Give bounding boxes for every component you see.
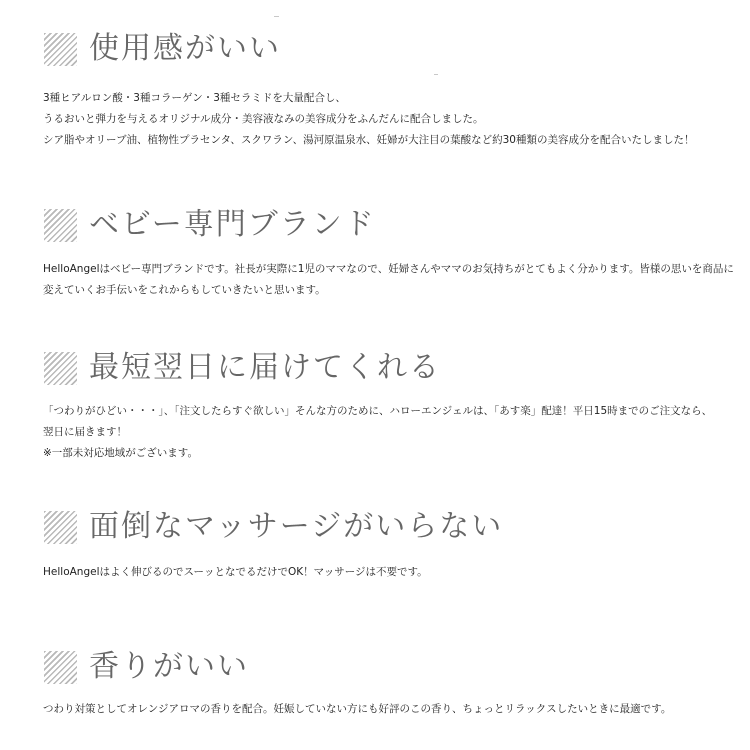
- section-body: [43, 259, 742, 301]
- section-heading: [44, 649, 249, 685]
- diagonal-stripes-icon: [44, 651, 77, 684]
- section-title: 最短翌日に届けてくれる: [89, 350, 441, 385]
- body-line: HelloAngelはよく伸びるのでスーッとなでるだけでOK！マッサージは不要です。: [43, 566, 428, 578]
- diagonal-stripes-icon: [44, 33, 77, 66]
- body-line: 変えていくお手伝いをこれからもしていきたいと思います。: [43, 284, 326, 296]
- section-heading: [44, 509, 503, 545]
- section-heading: [44, 207, 376, 243]
- section-title: 使用感がいい: [89, 31, 281, 66]
- section-title: 香りがいい: [89, 649, 249, 684]
- body-line: 「つわりがひどい・・・」、「注文したらすぐ欲しい」そんな方のために、ハローエンジェルは、「あす楽」配達！平日15時までのご注文なら、: [43, 405, 713, 417]
- body-line: 3種ヒアルロン酸・3種コラーゲン・3種セラミドを大量配合し、: [43, 92, 346, 104]
- diagonal-stripes-icon: [44, 511, 77, 544]
- section-body: [43, 699, 742, 720]
- section-heading: [44, 350, 441, 386]
- body-line: うるおいと弾力を与えるオリジナル成分・美容液なみの美容成分をふんだんに配合しました。: [43, 113, 484, 125]
- section-body: [43, 401, 742, 464]
- diagonal-stripes-icon: [44, 209, 77, 242]
- body-line: シア脂やオリーブ油、植物性プラセンタ、スクワラン、湯河原温泉水、妊婦が大注目の葉酸など約30種類の美容成分を配合いたしました！: [43, 134, 695, 146]
- decorative-speck: [274, 16, 279, 17]
- section-body: [43, 562, 742, 583]
- body-line: ※一部未対応地域がございます。: [43, 447, 198, 459]
- section-title: ベビー専門ブランド: [89, 207, 376, 242]
- section-title: 面倒なマッサージがいらない: [89, 509, 504, 544]
- diagonal-stripes-icon: [44, 352, 77, 385]
- body-line: 翌日に届きます！: [43, 426, 127, 438]
- decorative-speck: [434, 74, 438, 75]
- body-line: つわり対策としてオレンジアロマの香りを配合。妊娠していない方にも好評のこの香り、ちょっとリラックスしたいときに最適です。: [43, 703, 672, 715]
- section-body: [43, 88, 742, 151]
- body-line: HelloAngelはベビー専門ブランドです。社長が実際に1児のママなので、妊婦さんやママのお気持ちがとてもよく分かります。皆様の思いを商品に: [43, 263, 734, 275]
- section-heading: [44, 31, 281, 67]
